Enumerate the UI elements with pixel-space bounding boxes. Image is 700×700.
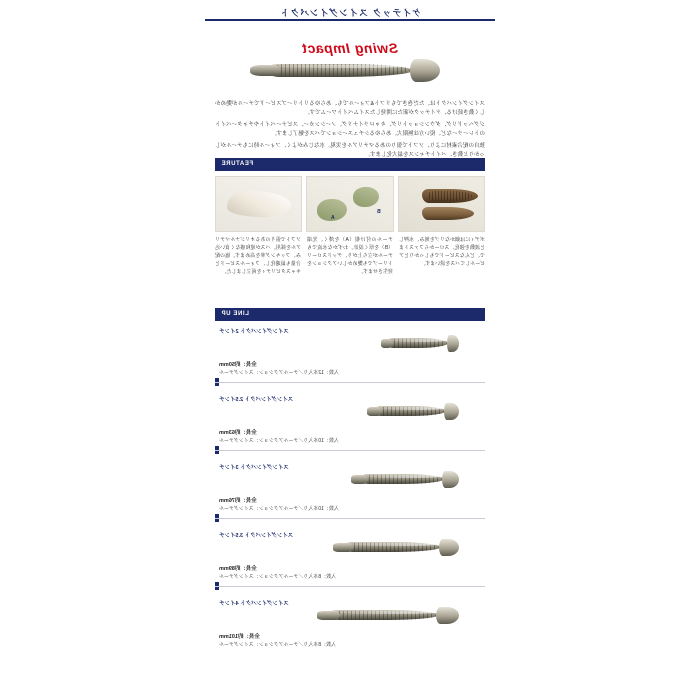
feature-photo-row [215, 176, 485, 232]
lineup-item-size: 全長：約76mm [219, 498, 257, 504]
lineup-item-spec: 入数：8本入り／テールアクション：スイングテール [219, 642, 337, 648]
list-item[interactable] [215, 326, 485, 394]
lineup-item-title: スイングインパクト 2.5インチ [219, 397, 294, 403]
intro-paragraph: 独自の配合素材により、ソフトで張りのあるマテリアルを実現。水なじみがよく、フォール時にもテールがしっかりと動き、バイトチャンスを最大化します。 [215, 143, 485, 158]
section-bar-feature: FEATURE [215, 158, 485, 171]
catalog-sheet [205, 0, 495, 700]
lineup-item-divider [215, 586, 485, 587]
intro-paragraph: スイングインパクトは、ただ巻きでもリフト&フォールでも、あらゆるリトリーブスピードでテールが艶めかしく動き続ける、ケイテックが新たに開発したスイムベイトワームです。 [215, 101, 485, 116]
photo-tag-b: B [377, 209, 381, 215]
product-logo: Swing Impact [301, 40, 399, 56]
swimbait-hero-icon [250, 58, 440, 84]
lure-highlight-shape [280, 65, 405, 68]
swimbait-4in-icon [317, 606, 459, 626]
tail-sample-b-icon [353, 187, 379, 207]
lineup-item-size: 全長：約63mm [219, 430, 257, 436]
feature-text-columns [215, 236, 485, 276]
photo-two-lures [398, 176, 485, 232]
feature-column-1: ボディには細かなリブを刻み、水押しと波動を強化。スローからファストまで、どんなスピードでもしっかりとアピールしてバスを誘います。 [399, 237, 485, 267]
material-sample-icon [227, 191, 291, 217]
feature-column-3: ソフトで張りのあるオリジナルマテリアルを採用。バスが違和感なく食い込み、フッキング率を高めます。塩の配合量も最適化し、フォールスピードとキャスタビリティを両立しました。 [215, 237, 301, 275]
lineup-item-spec: 入数：8本入り／テールアクション：スイングテール [219, 574, 337, 580]
brown-lure-icon [422, 189, 478, 203]
photo-tail-detail [306, 176, 393, 232]
swimbait-2_5in-icon [367, 402, 459, 422]
lineup-item-spec: 入数：10本入り／テールアクション：スイングテール [219, 506, 339, 512]
intro-text [215, 100, 485, 163]
section-bar-lineup: LINE UP [215, 308, 485, 321]
swimbait-3_5in-icon [333, 538, 459, 558]
feature-column-2: テールの付け根（A）を薄く、先端（B）を厚く設計。わずかな水流でもテールが立ち上がり、デッドスローリトリーブでも艶めかしいアクションを発生させます。 [307, 237, 393, 275]
list-item[interactable] [215, 598, 485, 666]
lineup-item-size: 全長：約50mm [219, 362, 257, 368]
lure-tail-shape [410, 59, 440, 82]
lineup-item-divider [215, 382, 485, 383]
lineup-item-spec: 入数：10本入り／テールアクション：スイングテール [219, 438, 339, 444]
header-divider [205, 19, 495, 21]
lineup-item-title: スイングインパクト 2インチ [219, 329, 289, 335]
lure-nose-shape [250, 65, 280, 76]
lineup-item-divider [215, 518, 485, 519]
swimbait-2in-icon [381, 334, 459, 354]
list-item[interactable] [215, 394, 485, 462]
swimbait-3in-icon [351, 470, 459, 490]
lineup-item-title: スイングインパクト 3.5インチ [219, 533, 294, 539]
lineup-item-size: 全長：約101mm [219, 634, 260, 640]
brown-lure-plain-icon [422, 207, 474, 220]
list-item[interactable] [215, 530, 485, 598]
page-header [205, 6, 495, 22]
lineup-item-size: 全長：約89mm [219, 566, 257, 572]
hero-section [205, 30, 495, 100]
lineup-item-spec: 入数：12本入り／テールアクション：スイングテール [219, 370, 339, 376]
lineup-item-title: スイングインパクト 3インチ [219, 465, 289, 471]
lineup-item-divider [215, 450, 485, 451]
list-item[interactable] [215, 462, 485, 530]
intro-paragraph: ジグヘッドリグ、ダウンショットリグ、キャロライナリグ、ノーシンカー、スピナーベイトやチャターベイトのトレーラーなど、使い方は無限大。あらゆるシチュエーションでバスを魅了します。 [215, 122, 485, 137]
page-title: ケイテック スイングインパクト [279, 8, 421, 18]
lineup-item-title: スイングインパクト 4インチ [219, 601, 289, 607]
lineup-list [215, 326, 485, 666]
photo-material-closeup [215, 176, 302, 232]
photo-tag-a: A [331, 215, 335, 221]
